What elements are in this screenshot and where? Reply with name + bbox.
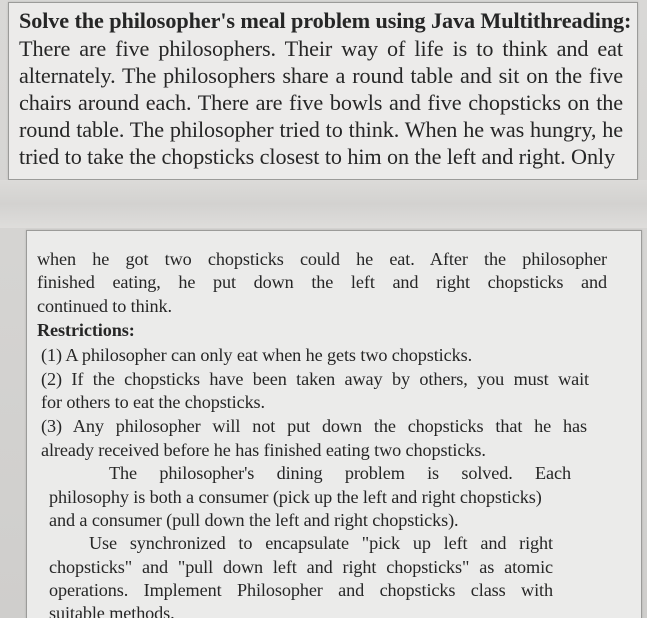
question-panel-top [8, 2, 638, 180]
question-text-line: There are five philosophers. Their way of life is to think and eat [19, 36, 623, 61]
restriction-line: already received before he has finished eating two chopsticks. [41, 440, 486, 460]
solution-text-line: chopsticks" and "pull down left and right chopsticks" as atomic [49, 557, 553, 577]
question-text-line: alternately. The philosophers share a round table and sit on the five [19, 63, 623, 88]
solution-text-line: and a consumer (pull down the left and right chopsticks). [49, 510, 459, 530]
question-text-line: continued to think. [37, 296, 172, 316]
question-text-line: when he got two chopsticks could he eat. After the philosopher [37, 249, 607, 269]
restriction-line: (2) If the chopsticks have been taken away by others, you must wait [41, 369, 589, 389]
restriction-line: for others to eat the chopsticks. [41, 392, 265, 412]
restriction-line: (3) Any philosopher will not put down the chopsticks that he has [41, 416, 587, 436]
question-text-line: finished eating, he put down the left and right chopsticks and [37, 272, 607, 292]
solution-text-line: operations. Implement Philosopher and chopsticks class with [49, 580, 553, 600]
page-gap [0, 180, 647, 228]
restrictions-heading: Restrictions: [37, 320, 135, 340]
question-text-line: round table. The philosopher tried to think. When he was hungry, he [19, 117, 623, 142]
solution-text-line: philosophy is both a consumer (pick up the left and right chopsticks) [49, 487, 542, 507]
question-panel-bottom [26, 230, 642, 618]
question-text-line: tried to take the chopsticks closest to him on the left and right. Only [19, 144, 615, 169]
restriction-line: (1) A philosopher can only eat when he gets two chopsticks. [41, 345, 473, 365]
question-text-line: chairs around each. There are five bowls and five chopsticks on the [19, 90, 623, 115]
solution-text-line: Use synchronized to encapsulate "pick up left and right [89, 533, 553, 553]
question-title: Solve the philosopher's meal problem using Java Multithreading: [19, 8, 632, 33]
solution-text-line: The philosopher's dining problem is solved. Each [109, 463, 571, 483]
solution-text-line: suitable methods. [49, 603, 175, 618]
